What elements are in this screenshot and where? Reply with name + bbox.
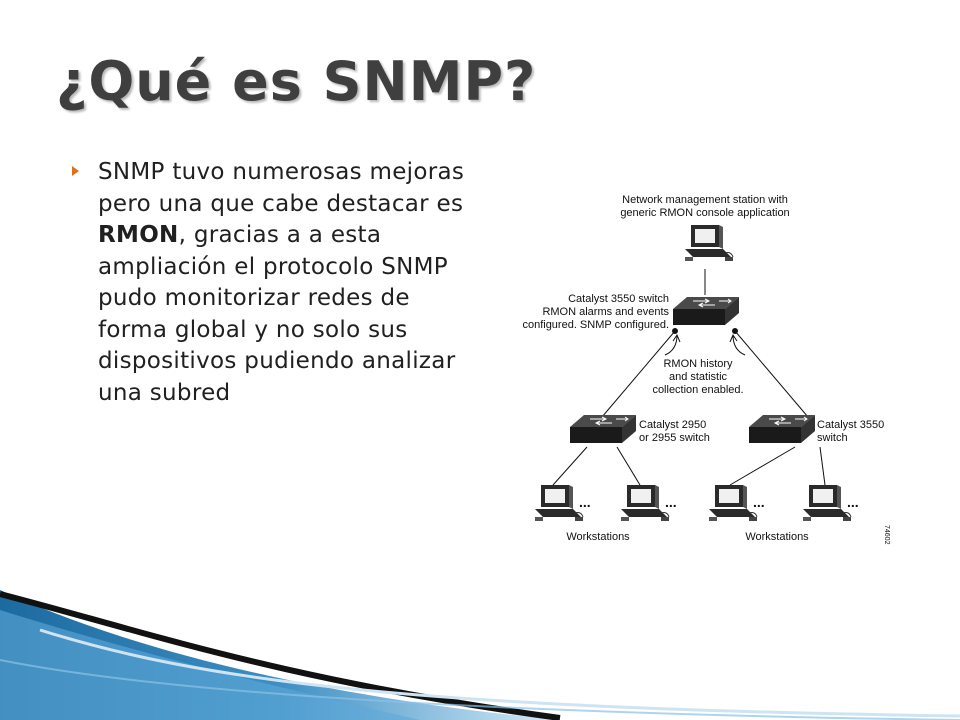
figure-id: 74602: [883, 525, 890, 545]
rmon-label-line2: and statistic: [668, 371, 728, 383]
workstation-icon: [621, 485, 669, 521]
link-right-ws2: [820, 447, 825, 485]
workstation-icon: [709, 485, 757, 521]
core-switch-label-line1: Catalyst 3550 switch: [568, 293, 669, 305]
left-switch-icon: [570, 415, 636, 443]
bullet-arrow-icon: [72, 166, 79, 176]
workstations-label-right: Workstations: [745, 531, 809, 543]
left-switch-label-line1: Catalyst 2950: [639, 419, 707, 431]
link-core-left: [602, 331, 675, 417]
workstation-ellipsis: ...: [579, 494, 591, 510]
workstation-ellipsis: ...: [665, 494, 677, 510]
workstation-icon: [803, 485, 851, 521]
link-left-ws2: [617, 447, 640, 485]
right-switch-icon: [749, 415, 815, 443]
nms-workstation-icon: [685, 225, 733, 261]
right-switch-label-line1: Catalyst 3550: [817, 419, 885, 431]
bullet-text-part-1: SNMP tuvo numerosas mejoras pero una que cabe destacar es: [98, 159, 465, 217]
core-switch-icon: [673, 297, 739, 325]
core-port-left: [672, 328, 678, 334]
rmon-arrow-left-icon: [665, 335, 680, 355]
bullet-list: [72, 157, 482, 409]
workstations-label-left: Workstations: [566, 531, 630, 543]
bullet-bold-term: RMON: [98, 222, 179, 248]
rmon-label-line1: RMON history: [663, 358, 733, 370]
link-core-right: [735, 331, 808, 417]
bullet-item: [98, 157, 482, 409]
link-right-ws1: [730, 447, 795, 485]
link-left-ws1: [553, 447, 587, 485]
slide-title: ¿Qué es SNMP?: [56, 50, 537, 113]
rmon-arrow-right-icon: [730, 335, 745, 355]
workstation-ellipsis: ...: [753, 494, 765, 510]
core-port-right: [732, 328, 738, 334]
core-switch-label-line3: configured. SNMP configured.: [522, 319, 669, 331]
bullet-text-part-2: , gracias a a esta ampliación el protocolo SNMP pudo monitorizar redes de forma global y no solo sus dispositivos pudiendo analizar una subred: [98, 222, 456, 406]
decorative-swoosh: [0, 590, 960, 720]
left-switch-label-line2: or 2955 switch: [639, 432, 710, 444]
workstation-ellipsis: ...: [847, 494, 859, 510]
right-switch-label-line2: switch: [817, 432, 848, 444]
workstation-icon: [535, 485, 583, 521]
nms-label-line1: Network management station with: [622, 194, 788, 206]
rmon-label-line3: collection enabled.: [652, 384, 744, 396]
core-switch-label-line2: RMON alarms and events: [542, 306, 669, 318]
nms-label-line2: generic RMON console application: [620, 207, 790, 219]
rmon-network-diagram: [505, 185, 905, 555]
